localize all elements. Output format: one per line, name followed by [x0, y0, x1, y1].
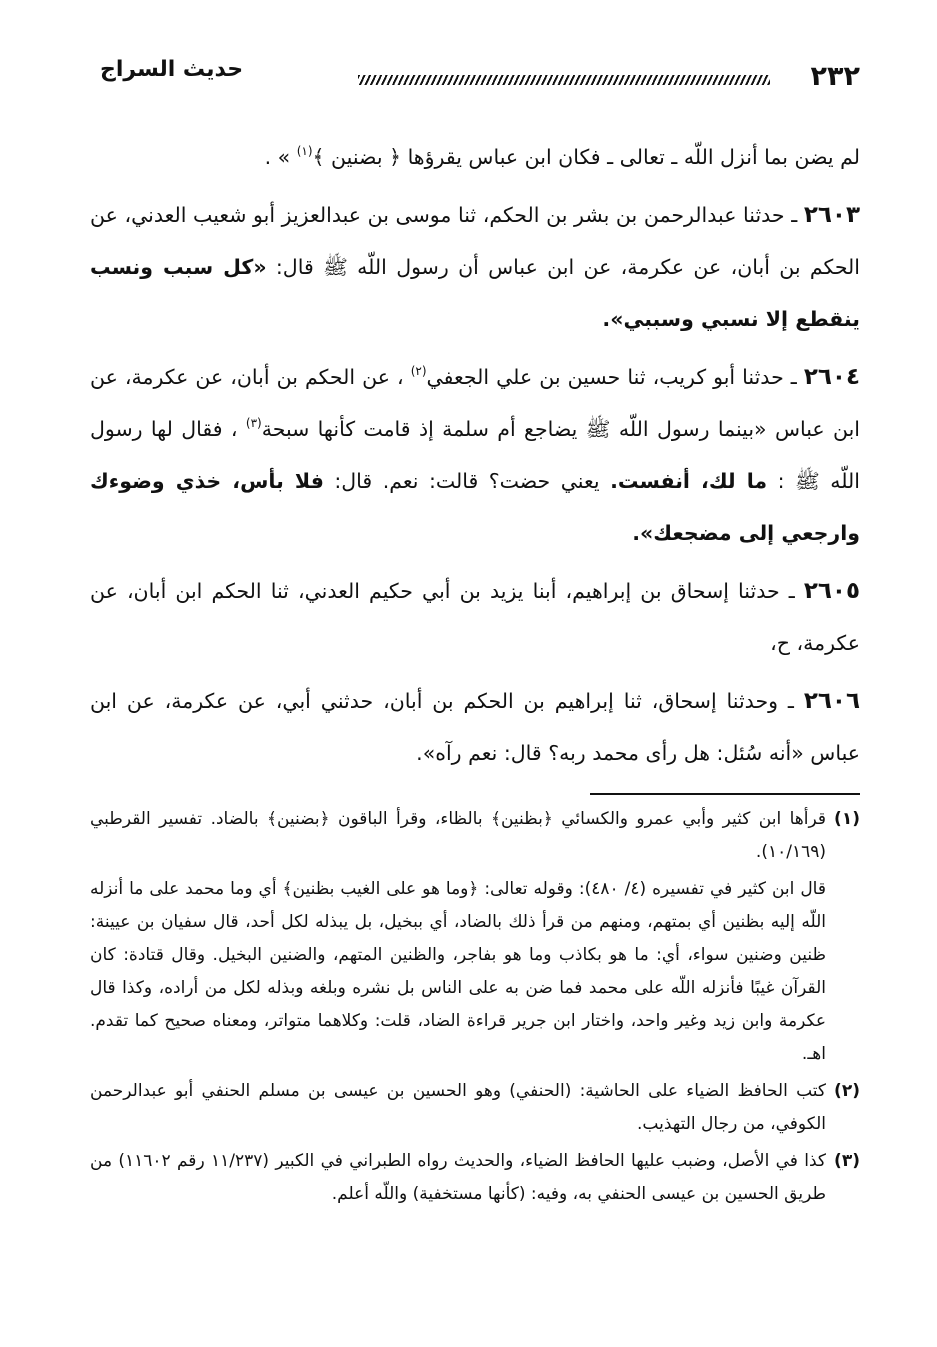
hadith-number: ٢٦٠٦ — [803, 688, 860, 714]
paragraph-tail: » . — [264, 145, 297, 169]
hadith-text: ـ وحدثنا إسحاق، ثنا إبراهيم بن الحكم بن أبان، حدثني أبي، عن عكرمة، عن ابن عباس «أنه سُئل: هل رأى محمد ربه؟ قال: نعم رآه». — [90, 689, 860, 765]
running-title: حديث السراج — [100, 57, 244, 82]
footnote-ref: (١) — [296, 144, 313, 158]
header-decorative-rule — [358, 75, 770, 85]
paragraph-text: لم يضن بما أنزل اللّه ـ تعالى ـ فكان ابن عباس يقرؤها ﴿ بضنين ﴾ — [312, 145, 860, 169]
hadith-2605 — [90, 565, 860, 669]
hadith-number: ٢٦٠٣ — [803, 202, 860, 228]
footnote-separator — [590, 793, 860, 795]
hadith-2604 — [90, 351, 860, 559]
hadith-quote: ما لك، أنفست. — [610, 469, 768, 493]
hadith-text: يعني حضت؟ قالت: نعم. قال: — [323, 469, 611, 493]
footnote-3 — [90, 1145, 860, 1211]
hadith-text: ـ حدثنا عبدالرحمن بن بشر بن الحكم، ثنا موسى بن عبدالعزيز أبو شعيب العدني، عن الحكم بن أبان، عن عكرمة، عن ابن عباس أن رسول اللّه ﷺ قال: — [90, 203, 860, 279]
hadith-quote: «كل سبب ونسب ينقطع إلا نسبي وسببي». — [90, 255, 860, 331]
footnotes — [90, 803, 860, 1211]
hadith-text: ـ حدثنا إسحاق بن إبراهيم، أبنا يزيد بن أبي حكيم العدني، ثنا الحكم ابن أبان، عن عكرمة، ح، — [90, 579, 860, 655]
footnote-2 — [90, 1075, 860, 1141]
footnote-marker: (٣) — [834, 1151, 860, 1171]
footnote-text: قال ابن كثير في تفسيره (٤/ ٤٨٠): وقوله تعالى: ﴿وما هو على الغيب بظنين﴾ أي وما محمد على ما أنزله اللّه إليه بظنين أي بمتهم، ومنهم من قرأ ذلك بالضاد، أي ببخيل، بل يبذله لكل أحد، قال سفيان بن عيينة: ظنين وضنين سواء، أي: ما هو بكاذب وما هو بفاجر، والظنين المتهم، والضنين البخيل. وقال قتادة: كان القرآن غيبًا فأنزله اللّه على محمد فما ضن به على الناس بل نشره وبلغه وبذله لكل من أراده، وكذا قال عكرمة وابن زيد وغير واحد، واختار ابن جرير قراءة الضاد، قلت: وكلاهما متواتر، ومعناه صحيح كما تقدم. اهـ. — [90, 879, 826, 1064]
main-text — [90, 131, 860, 779]
footnote-ref: (٢) — [410, 364, 427, 378]
page — [90, 55, 860, 1215]
page-header — [90, 55, 860, 95]
footnote-text: كذا في الأصل، وضبب عليها الحافظ الضياء، والحديث رواه الطبراني في الكبير (١١/٢٣٧ رقم ١١٦٠٢) من طريق الحسين بن عيسى الحنفي به، وفيه: (كأنها مستخفية) واللّه أعلم. — [90, 1151, 826, 1204]
hadith-2603 — [90, 189, 860, 345]
hadith-quote: فلا بأس، خذي وضوءك وارجعي إلى مضجعك». — [90, 469, 860, 545]
footnote-text: كتب الحافظ الضياء على الحاشية: (الحنفي) وهو الحسين بن عيسى بن مسلم الحنفي أبو عبدالرحمن الكوفي، من رجال التهذيب. — [90, 1081, 826, 1134]
hadith-number: ٢٦٠٤ — [803, 364, 860, 390]
hadith-text: ، فقال لها رسول اللّه ﷺ : — [90, 417, 860, 493]
hadith-text: ـ حدثنا أبو كريب، ثنا حسين بن علي الجعفي — [426, 365, 804, 389]
footnote-ref: (٣) — [245, 416, 262, 430]
footnote-marker: (٢) — [834, 1081, 860, 1101]
footnote-1 — [90, 803, 860, 869]
page-number: ٢٣٢ — [810, 61, 860, 92]
footnote-1-continuation — [90, 873, 860, 1071]
footnote-text: قرأها ابن كثير وأبي عمرو والكسائي ﴿بظنين﴾ بالظاء، وقرأ الباقون ﴿بضنين﴾ بالضاد. تفسير القرطبي (١٠/١٦٩). — [90, 809, 826, 862]
paragraph-continuation — [90, 131, 860, 183]
footnote-marker: (١) — [834, 809, 860, 829]
hadith-text: ، عن الحكم بن أبان، عن عكرمة، عن ابن عباس «بينما رسول اللّه ﷺ يضاجع أم سلمة إذ قامت كأنها سبحة — [90, 365, 860, 441]
hadith-number: ٢٦٠٥ — [803, 578, 860, 604]
hadith-2606 — [90, 675, 860, 779]
